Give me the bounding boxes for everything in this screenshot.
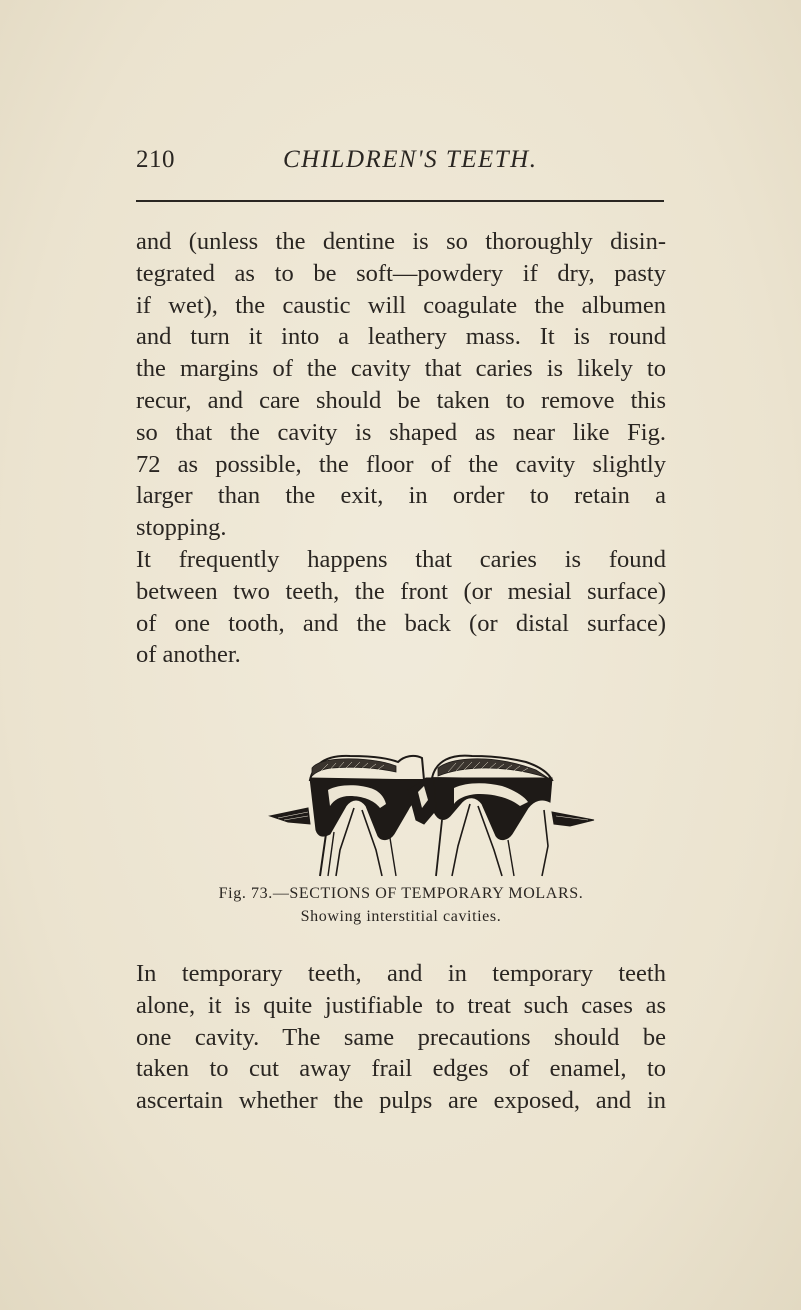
text-line: one cavity. The same precautions should be	[136, 1023, 666, 1051]
text-line: so that the cavity is shaped as near like Fig.	[136, 418, 666, 446]
page-header	[136, 146, 666, 180]
page-number: 210	[136, 146, 175, 173]
figure-caption: Fig. 73.—SECTIONS OF TEMPORARY MOLARS.	[218, 885, 584, 902]
molar-sections-illustration	[258, 750, 598, 878]
text-line: if wet), the caustic will coagulate the albumen	[136, 291, 666, 319]
running-title: CHILDREN'S TEETH.	[283, 146, 538, 173]
text-line: alone, it is quite justifiable to treat such cases as	[136, 991, 666, 1019]
figure-subcaption: Showing interstitial cavities.	[300, 908, 502, 925]
text-line: stopping.	[136, 514, 227, 542]
text-line: and (unless the dentine is so thoroughly disin-	[136, 228, 666, 255]
text-line: the margins of the cavity that caries is likely to	[136, 355, 666, 383]
text-line: taken to cut away frail edges of enamel, to	[136, 1055, 666, 1083]
text-line: In temporary teeth, and in temporary teeth	[136, 960, 666, 987]
text-line: of one tooth, and the back (or distal surface)	[136, 609, 666, 637]
figure-molar-sections	[258, 750, 598, 878]
text-line: tegrated as to be soft—powdery if dry, pasty	[136, 259, 666, 287]
text-line: 72 as possible, the floor of the cavity slightly	[136, 450, 666, 478]
header-rule	[136, 200, 664, 202]
text-line: recur, and care should be taken to remove this	[136, 386, 666, 414]
text-line: between two teeth, the front (or mesial surface)	[136, 577, 666, 605]
text-line: ascertain whether the pulps are exposed, and in	[136, 1087, 666, 1115]
paragraph-2	[136, 544, 666, 671]
text-line: larger than the exit, in order to retain a	[136, 482, 666, 510]
text-line: It frequently happens that caries is found	[136, 546, 666, 573]
paragraph-1	[136, 226, 666, 544]
text-line: of another.	[136, 641, 241, 669]
text-line: and turn it into a leathery mass. It is round	[136, 323, 666, 351]
paragraph-3	[136, 958, 666, 1117]
